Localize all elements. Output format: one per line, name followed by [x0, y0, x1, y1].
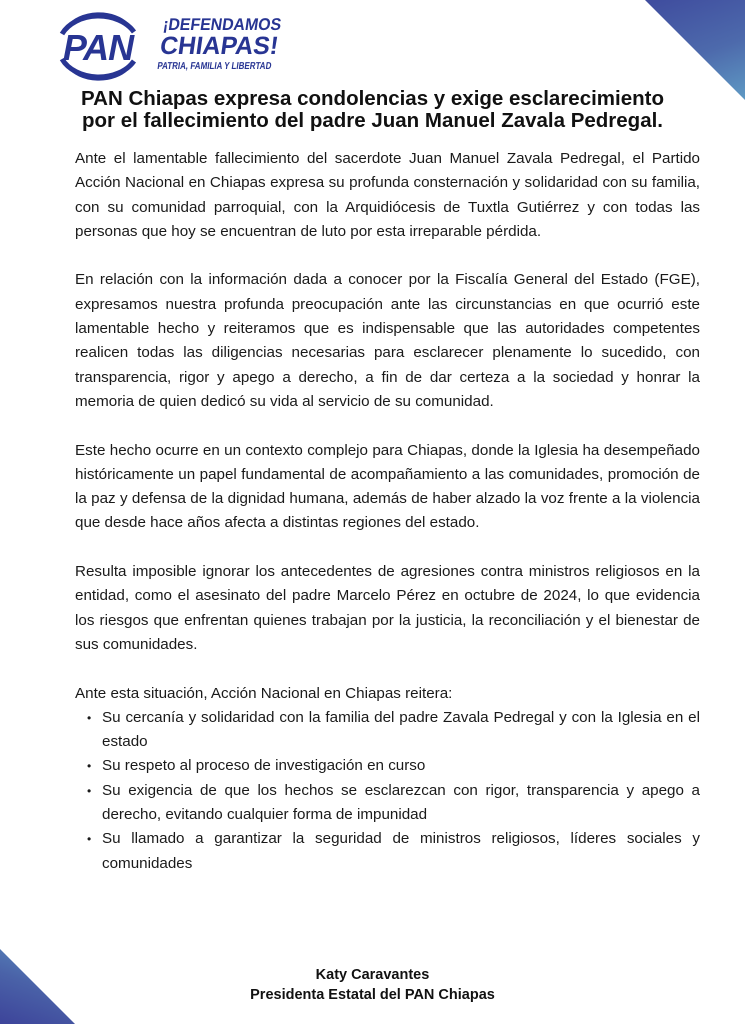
list-item: • Su exigencia de que los hechos se esclarezcan con rigor, transparencia y apego a derecho, evitando cualquier forma de impunidad [75, 779, 700, 828]
paragraph-antecedents: Resulta imposible ignorar los antecedentes de agresiones contra ministros religiosos en la entidad, como el asesinato del padre Marcelo Pérez en octubre de 2024, lo que evidencia los riesgos que enfrentan quienes trabajan por la justicia, la reconciliación y el bienestar de sus comunidades. [75, 563, 700, 653]
slogan-line-1: ¡DEFENDAMOS [161, 15, 292, 34]
pan-logo [48, 4, 148, 86]
list-item: • Su respeto al proceso de investigación en curso [75, 754, 700, 778]
slogan-line-2: CHIAPAS! [158, 32, 282, 60]
paragraph-context: Este hecho ocurre en un contexto complejo para Chiapas, donde la Iglesia ha desempeñado históricamente un papel fundamental de acompañamiento a las comunidades, promoción de la paz y defensa de la dignidad humana, además de haber alzado la voz frente a la violencia que desde hace años afecta a distintas regiones del estado. [75, 441, 700, 532]
list-intro: Ante esta situación, Acción Nacional en Chiapas reitera: [75, 684, 453, 702]
title-line-2: por el fallecimiento del padre Juan Manuel Zavala Pedregal. [81, 109, 664, 132]
decorative-corner-top-right [645, 0, 745, 100]
paragraph-condolences: Ante el lamentable fallecimiento del sacerdote Juan Manuel Zavala Pedregal, el Partido Acción Nacional en Chiapas expresa su profunda consternación y solidaridad con su familia, con su comunidad parroquial, con la Arquidiócesis de Tuxtla Gutiérrez y con todas las personas que hoy se encuentran de luto por esta irreparable pérdida. [75, 150, 700, 240]
signatory-role: Presidenta Estatal del PAN Chiapas [250, 987, 495, 1003]
logo-text: PAN [62, 27, 134, 68]
list-item: • Su llamado a garantizar la seguridad de ministros religiosos, líderes sociales y comunidades [75, 827, 700, 876]
signatory-name: Katy Caravantes [315, 967, 430, 983]
campaign-slogan [155, 12, 301, 76]
page-title [40, 88, 705, 132]
reiteration-list [75, 706, 700, 876]
list-item: • Su cercanía y solidaridad con la familia del padre Zavala Pedregal y con la Iglesia en el estado [75, 706, 700, 755]
title-line-1: PAN Chiapas expresa condolencias y exige esclarecimiento [81, 87, 664, 110]
slogan-line-3: PATRIA, FAMILIA Y LIBERTAD [156, 61, 301, 72]
signature-block [0, 965, 745, 1005]
paragraph-fge: En relación con la información dada a conocer por la Fiscalía General del Estado (FGE), expresamos nuestra profunda preocupación ante las circunstancias en que ocurrió este lamentable hecho y reiteramos que es indispensable que las autoridades competentes realicen todas las diligencias necesarias para esclarecer plenamente lo sucedido, con transparencia, rigor y apego a derecho, a fin de dar certeza a la sociedad y honrar la memoria de quien dedicó su vida al servicio de su comunidad. [75, 271, 700, 410]
statement-body [75, 147, 700, 876]
